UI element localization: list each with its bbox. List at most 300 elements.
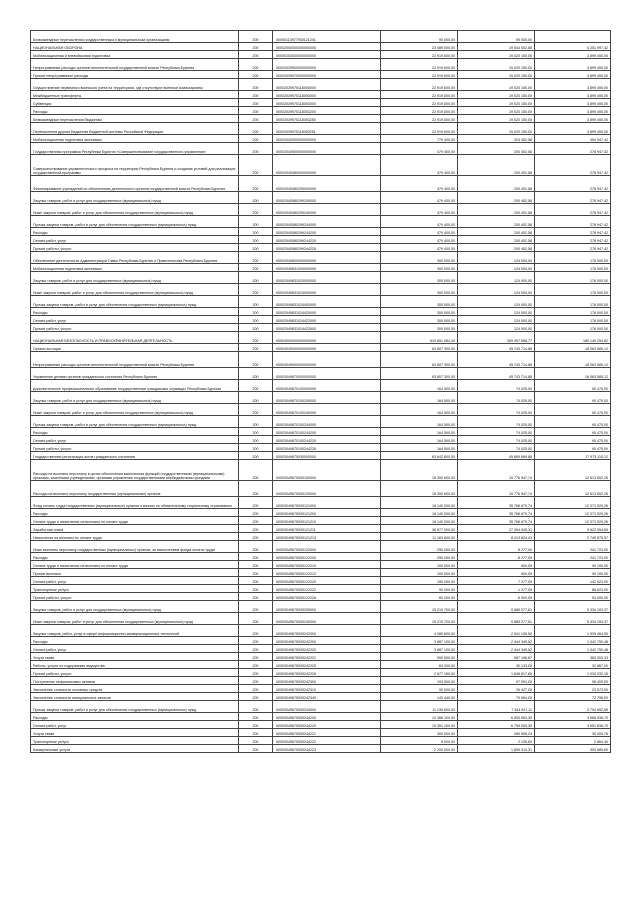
table-row — [31, 272, 611, 284]
row-name-cell: Финансирование учреждений по обеспечению деятельности органов государственной власти Республики Бурятия — [31, 176, 239, 192]
row-code-cell: 200 — [239, 613, 273, 625]
row-approved-cell: 250 000,00 — [381, 541, 458, 553]
row-executed-cell: 74 025,00 — [458, 380, 535, 392]
row-name-cell: Коммунальные услуги — [31, 745, 239, 753]
table-row — [31, 637, 611, 645]
row-executed-cell: 124 000,00 — [458, 272, 535, 284]
row-budget-code-cell: 00000203000000000000 — [273, 51, 381, 59]
table-row — [31, 404, 611, 416]
row-executed-cell: 7 377,00 — [458, 577, 535, 585]
row-executed-cell: 70 664,00 — [458, 693, 535, 701]
row-budget-code-cell: 00002039975118050000 — [273, 91, 381, 99]
table-row — [31, 561, 611, 569]
table-row — [31, 685, 611, 693]
row-executed-cell: 900,00 — [458, 569, 535, 577]
row-name-cell: Прочие выплаты — [31, 569, 239, 577]
row-name-cell: Субвенции — [31, 99, 239, 107]
table-row — [31, 99, 611, 107]
row-budget-code-cell: 00003049875930121000 — [273, 497, 381, 509]
row-code-cell: 200 — [239, 252, 273, 264]
row-budget-code-cell: 00003049875930242225 — [273, 661, 381, 669]
row-name-cell: Закупка товаров, работ и услуг для государственных (муниципальных) нужд — [31, 192, 239, 204]
row-approved-cell: 479 400,00 — [381, 143, 458, 155]
row-code-cell: 200 — [239, 625, 273, 637]
row-budget-code-cell: 00003049875930242220 — [273, 645, 381, 653]
table-row — [31, 416, 611, 428]
row-code-cell: 200 — [239, 645, 273, 653]
row-name-cell: Прочая закупка товаров, работ и услуг для обеспечения государственных (муниципальных) нужд — [31, 216, 239, 228]
table-row — [31, 525, 611, 533]
row-unexecuted-cell: 90 475,00 — [535, 416, 611, 428]
row-unexecuted-cell: 99 100,00 — [535, 569, 611, 577]
row-name-cell: Прочие работы, услуги — [31, 324, 239, 332]
row-unexecuted-cell: 3 899 450,00 — [535, 115, 611, 123]
row-unexecuted-cell: 90 475,00 — [535, 436, 611, 444]
row-name-cell: Транспортные услуги — [31, 585, 239, 593]
row-approved-cell: 10 366 100,00 — [381, 713, 458, 721]
row-approved-cell: 63 000,00 — [381, 661, 458, 669]
row-code-cell: 200 — [239, 244, 273, 252]
row-executed-cell: 8 277,00 — [458, 553, 535, 561]
row-name-cell: Оплата труда и начисления на выплаты по оплате труда — [31, 561, 239, 569]
row-approved-cell: 300 000,00 — [381, 316, 458, 324]
row-approved-cell: 90 000,00 — [381, 31, 458, 43]
row-code-cell: 200 — [239, 460, 273, 481]
row-approved-cell: 164 500,00 — [381, 380, 458, 392]
row-name-cell: Начисления на выплаты по оплате труда — [31, 533, 239, 541]
row-budget-code-cell: 00003049875930242200 — [273, 637, 381, 645]
row-executed-cell: 19 020 150,00 — [458, 107, 535, 115]
row-budget-code-cell: 00003049875930122222 — [273, 585, 381, 593]
row-name-cell: Оплата труда и начисления на выплаты по оплате труда — [31, 517, 239, 525]
table-row — [31, 192, 611, 204]
row-budget-code-cell: 00003049875930242340 — [273, 693, 381, 701]
row-unexecuted-cell: 180 140 254,82 — [535, 332, 611, 344]
table-row — [31, 428, 611, 436]
row-code-cell: 200 — [239, 204, 273, 216]
row-budget-code-cell: 00002040580299244000 — [273, 216, 381, 228]
row-budget-code-cell: 00003049875930121210 — [273, 517, 381, 525]
row-executed-cell: 2 444 349,52 — [458, 645, 535, 653]
row-unexecuted-cell: 90 475,00 — [535, 428, 611, 436]
row-name-cell: Услуги связи — [31, 653, 239, 661]
table-row — [31, 569, 611, 577]
row-unexecuted-cell: 241 723,00 — [535, 553, 611, 561]
row-executed-cell: 567 196,67 — [458, 653, 535, 661]
row-unexecuted-cell: 32 867,00 — [535, 661, 611, 669]
row-approved-cell: 950 500,00 — [381, 653, 458, 661]
row-unexecuted-cell: 3 899 450,00 — [535, 79, 611, 91]
row-approved-cell: 2 200 000,00 — [381, 745, 458, 753]
row-unexecuted-cell: 176 000,00 — [535, 296, 611, 308]
row-approved-cell: 100 000,00 — [381, 569, 458, 577]
row-name-cell: Закупка товаров, работ и услуг для государственных (муниципальных) нужд — [31, 392, 239, 404]
row-unexecuted-cell: 176 000,00 — [535, 316, 611, 324]
row-unexecuted-cell: 278 947,42 — [535, 216, 611, 228]
table-row — [31, 176, 611, 192]
row-name-cell: Прочие работы, услуги — [31, 669, 239, 677]
row-unexecuted-cell: 176 000,00 — [535, 264, 611, 272]
row-approved-cell: 779 400,00 — [381, 135, 458, 143]
row-name-cell: Иные закупки товаров, работ и услуг для обеспечения государственных (муниципальных) нужд — [31, 404, 239, 416]
row-budget-code-cell: 00002049831024422000 — [273, 316, 381, 324]
row-code-cell: 200 — [239, 721, 273, 729]
row-code-cell: 200 — [239, 497, 273, 509]
row-executed-cell: 6 799 263,30 — [458, 721, 535, 729]
row-code-cell: 200 — [239, 228, 273, 236]
row-name-cell: Прочие работы, услуги — [31, 244, 239, 252]
row-budget-code-cell: 00003049875930242300 — [273, 677, 381, 685]
row-executed-cell: 6 800 563,30 — [458, 713, 535, 721]
row-approved-cell: 18 390 600,00 — [381, 460, 458, 481]
row-budget-code-cell: 00003049875930244000 — [273, 701, 381, 713]
row-approved-cell: 164 500,00 — [381, 444, 458, 452]
row-unexecuted-cell: 90 475,00 — [535, 444, 611, 452]
row-name-cell: Закупка товаров, работ и услуг для государственных (муниципальных) нужд — [31, 601, 239, 613]
row-budget-code-cell: 00003049875930240000 — [273, 613, 381, 625]
table-row — [31, 204, 611, 216]
row-approved-cell: 22 919 600,00 — [381, 107, 458, 115]
row-approved-cell: 22 919 600,00 — [381, 99, 458, 107]
row-unexecuted-cell: 278 947,42 — [535, 143, 611, 155]
row-code-cell: 200 — [239, 685, 273, 693]
table-row — [31, 284, 611, 296]
row-code-cell: 200 — [239, 324, 273, 332]
row-executed-cell: 124 000,00 — [458, 308, 535, 316]
row-code-cell: 200 — [239, 272, 273, 284]
row-unexecuted-cell: 176 000,00 — [535, 252, 611, 264]
row-executed-cell: 2 444 349,52 — [458, 637, 535, 645]
row-executed-cell: 1 899 314,31 — [458, 745, 535, 753]
row-code-cell: 200 — [239, 344, 273, 352]
row-approved-cell: 11 139 600,00 — [381, 701, 458, 713]
table-row — [31, 460, 611, 481]
row-name-cell: Прочие непрограммные расходы — [31, 71, 239, 79]
row-budget-code-cell: 00002049831020000000 — [273, 272, 381, 284]
table-row — [31, 380, 611, 392]
table-row — [31, 143, 611, 155]
row-name-cell: Расходы — [31, 553, 239, 561]
row-executed-cell: 19 020 150,00 — [458, 79, 535, 91]
row-unexecuted-cell: 176 000,00 — [535, 308, 611, 316]
row-code-cell: 200 — [239, 236, 273, 244]
row-unexecuted-cell: 99 100,00 — [535, 561, 611, 569]
row-code-cell: 200 — [239, 737, 273, 745]
row-executed-cell: 9 885 077,61 — [458, 601, 535, 613]
row-budget-code-cell: 00002049831024420000 — [273, 308, 381, 316]
row-name-cell: Расходы — [31, 107, 239, 115]
row-budget-code-cell: 00002049831024422600 — [273, 324, 381, 332]
row-approved-cell: 479 400,00 — [381, 204, 458, 216]
row-budget-code-cell: 00003049875930121213 — [273, 533, 381, 541]
row-name-cell: Органы юстиции — [31, 344, 239, 352]
row-approved-cell: 22 919 600,00 — [381, 123, 458, 135]
row-executed-cell: 124 000,00 — [458, 296, 535, 308]
row-code-cell: 200 — [239, 541, 273, 553]
row-code-cell: 200 — [239, 653, 273, 661]
row-executed-cell: 124 000,00 — [458, 264, 535, 272]
row-code-cell: 200 — [239, 380, 273, 392]
row-executed-cell: 8 277,00 — [458, 541, 535, 553]
row-budget-code-cell: 00003000000000000000 — [273, 332, 381, 344]
row-code-cell: 200 — [239, 577, 273, 585]
row-executed-cell: 19 020 150,00 — [458, 51, 535, 59]
table-row — [31, 135, 611, 143]
budget-table-body — [31, 31, 611, 753]
row-budget-code-cell: 00003049875930120000 — [273, 481, 381, 497]
row-name-cell: Расходы на выплаты персоналу государственных (муниципальных) органов — [31, 481, 239, 497]
budget-report-sheet — [30, 30, 610, 753]
row-approved-cell: 63 807 300,00 — [381, 344, 458, 352]
row-executed-cell: 7 343 947,11 — [458, 701, 535, 713]
row-code-cell: 200 — [239, 135, 273, 143]
row-name-cell: Оплата работ, услуг — [31, 721, 239, 729]
table-row — [31, 509, 611, 517]
row-unexecuted-cell: 278 947,42 — [535, 192, 611, 204]
row-executed-cell: 74 025,00 — [458, 428, 535, 436]
row-code-cell: 200 — [239, 569, 273, 577]
row-executed-cell: 200 452,58 — [458, 155, 535, 176]
row-unexecuted-cell: 278 947,42 — [535, 236, 611, 244]
row-code-cell: 200 — [239, 79, 273, 91]
row-code-cell: 200 — [239, 392, 273, 404]
row-budget-code-cell: 00002039975118000000 — [273, 79, 381, 91]
row-budget-code-cell: 00002039975118053250 — [273, 115, 381, 123]
row-code-cell: 200 — [239, 444, 273, 452]
row-name-cell: Государственная программа Республики Бурятия «Совершенствование государственного управления» — [31, 143, 239, 155]
row-approved-cell: 3 887 100,00 — [381, 645, 458, 653]
row-budget-code-cell: 00003049875930244220 — [273, 721, 381, 729]
row-name-cell: Безвозмездные перечисления государственным и муниципальным организациям — [31, 31, 239, 43]
row-code-cell: 200 — [239, 533, 273, 541]
table-row — [31, 51, 611, 59]
row-approved-cell: 479 400,00 — [381, 244, 458, 252]
row-executed-cell: 45 743 714,88 — [458, 368, 535, 380]
row-name-cell: Совершенствование управленческого процесса на территории Республики Бурятия и создание условий для реализации государственной программы — [31, 155, 239, 176]
table-row — [31, 541, 611, 553]
row-budget-code-cell: 00003049875930242000 — [273, 625, 381, 637]
table-row — [31, 677, 611, 685]
row-name-cell: Услуги связи — [31, 729, 239, 737]
table-row — [31, 577, 611, 585]
row-unexecuted-cell: 176 000,00 — [535, 324, 611, 332]
row-executed-cell: 26 427,00 — [458, 685, 535, 693]
row-approved-cell: 164 500,00 — [381, 404, 458, 416]
row-approved-cell: 63 807 300,00 — [381, 352, 458, 368]
table-row — [31, 155, 611, 176]
row-executed-cell: 90 000,00 — [458, 31, 535, 43]
row-approved-cell: 90 000,00 — [381, 585, 458, 593]
row-budget-code-cell: 00003049870100240000 — [273, 404, 381, 416]
row-approved-cell: 22 919 600,00 — [381, 51, 458, 59]
row-unexecuted-cell: 12 613 652,26 — [535, 481, 611, 497]
row-unexecuted-cell: 18 063 585,12 — [535, 368, 611, 380]
row-code-cell: 200 — [239, 729, 273, 737]
table-row — [31, 296, 611, 308]
row-executed-cell: 19 544 002,58 — [458, 43, 535, 51]
row-approved-cell: 100 000,00 — [381, 561, 458, 569]
row-budget-code-cell: 00003040000000000000 — [273, 344, 381, 352]
row-approved-cell: 15 219 700,00 — [381, 613, 458, 625]
row-name-cell: Закупка товаров, работ, услуг в сфере информационно-коммуникационных технологий — [31, 625, 239, 637]
row-approved-cell: 479 400,00 — [381, 236, 458, 244]
row-unexecuted-cell: 12 371 929,26 — [535, 517, 611, 525]
row-code-cell: 200 — [239, 745, 273, 753]
row-approved-cell: 22 919 600,00 — [381, 79, 458, 91]
row-budget-code-cell: 00002039975118053000 — [273, 99, 381, 107]
row-name-cell: Мобилизационная подготовка экономики — [31, 135, 239, 143]
table-row — [31, 71, 611, 79]
table-row — [31, 745, 611, 753]
row-budget-code-cell: 00003049870100244226 — [273, 444, 381, 452]
row-code-cell: 200 — [239, 517, 273, 525]
row-unexecuted-cell: 241 723,00 — [535, 541, 611, 553]
row-budget-code-cell: 00003049875930122200 — [273, 553, 381, 561]
row-name-cell: Прочая закупка товаров, работ и услуг для обеспечения государственных (муниципальных) нужд — [31, 296, 239, 308]
row-approved-cell: 2 877 150,00 — [381, 669, 458, 677]
row-approved-cell: 164 500,00 — [381, 436, 458, 444]
row-name-cell: Оплата работ, услуг — [31, 577, 239, 585]
row-approved-cell: 11 163 600,00 — [381, 533, 458, 541]
row-executed-cell: 269 595,24 — [458, 729, 535, 737]
row-name-cell: Иные закупки товаров, работ и услуг для обеспечения государственных (муниципальных) нужд — [31, 613, 239, 625]
row-budget-code-cell: 00003049875930121211 — [273, 525, 381, 533]
row-executed-cell: 1 377,00 — [458, 585, 535, 593]
row-budget-code-cell: 00002049831000000000 — [273, 264, 381, 272]
row-name-cell: Расходы — [31, 228, 239, 236]
row-name-cell: Закупка товаров, работ и услуг для государственных (муниципальных) нужд — [31, 272, 239, 284]
row-name-cell: Оплата работ, услуг — [31, 436, 239, 444]
row-approved-cell: 5 000,00 — [381, 737, 458, 745]
row-approved-cell: 10 351 100,00 — [381, 721, 458, 729]
table-row — [31, 368, 611, 380]
row-executed-cell: 2 541 135,50 — [458, 625, 535, 637]
table-row — [31, 601, 611, 613]
row-executed-cell: 324 452,58 — [458, 135, 535, 143]
row-code-cell: 200 — [239, 51, 273, 59]
row-budget-code-cell: 00003049875930121200 — [273, 509, 381, 517]
row-executed-cell: 45 743 714,88 — [458, 344, 535, 352]
row-budget-code-cell: 00003049875930242310 — [273, 685, 381, 693]
row-name-cell: Прочая закупка товаров, работ и услуг для обеспечения государственных (муниципальных) нужд — [31, 416, 239, 428]
row-unexecuted-cell: 4 351 997,42 — [535, 43, 611, 51]
table-row — [31, 497, 611, 509]
row-budget-code-cell: 00002040000000000000 — [273, 135, 381, 143]
row-code-cell: 200 — [239, 123, 273, 135]
row-code-cell: 200 — [239, 264, 273, 272]
row-code-cell: 200 — [239, 509, 273, 517]
row-budget-code-cell: 00002049831024000000 — [273, 284, 381, 296]
row-executed-cell: 19 020 150,00 — [458, 123, 535, 135]
row-budget-code-cell: 00003049870100200000 — [273, 392, 381, 404]
row-code-cell: 200 — [239, 176, 273, 192]
row-code-cell: 200 — [239, 99, 273, 107]
row-budget-code-cell: 00003049875930200000 — [273, 601, 381, 613]
row-executed-cell: 9 885 077,61 — [458, 613, 535, 625]
row-executed-cell: 900,00 — [458, 561, 535, 569]
row-unexecuted-cell: 18 063 585,12 — [535, 344, 611, 352]
table-row — [31, 721, 611, 729]
row-budget-code-cell: 00002040500000000000 — [273, 143, 381, 155]
row-executed-cell: 124 000,00 — [458, 252, 535, 264]
table-row — [31, 481, 611, 497]
row-budget-code-cell: 00003049870100244220 — [273, 436, 381, 444]
row-executed-cell: 15 776 947,74 — [458, 460, 535, 481]
row-executed-cell: 200 452,58 — [458, 216, 535, 228]
table-row — [31, 729, 611, 737]
table-row — [31, 392, 611, 404]
row-code-cell: 200 — [239, 332, 273, 344]
row-approved-cell: 193 500,00 — [381, 677, 458, 685]
row-code-cell: 200 — [239, 713, 273, 721]
row-approved-cell: 164 500,00 — [381, 416, 458, 428]
row-code-cell: 200 — [239, 59, 273, 71]
row-approved-cell: 143 440,00 — [381, 693, 458, 701]
table-row — [31, 625, 611, 637]
row-unexecuted-cell: 3 899 450,00 — [535, 107, 611, 115]
row-code-cell: 200 — [239, 452, 273, 460]
row-code-cell: 200 — [239, 43, 273, 51]
table-row — [31, 308, 611, 316]
table-row — [31, 31, 611, 43]
table-row — [31, 669, 611, 677]
table-row — [31, 613, 611, 625]
row-budget-code-cell: 00002000000000000000 — [273, 43, 381, 51]
table-row — [31, 517, 611, 525]
row-executed-cell: 1 846 817,85 — [458, 669, 535, 677]
row-unexecuted-cell: 18 063 585,12 — [535, 352, 611, 368]
row-unexecuted-cell: 3 899 450,00 — [535, 99, 611, 107]
row-executed-cell: 6 000,00 — [458, 593, 535, 601]
row-approved-cell: 300 000,00 — [381, 296, 458, 308]
row-name-cell: Управление делами органов гражданского состояния Республики Бурятия — [31, 368, 239, 380]
row-name-cell: Непрограммные расходы органов исполнительной государственной власти Республики Бурятия — [31, 352, 239, 368]
row-code-cell: 200 — [239, 416, 273, 428]
row-approved-cell: 300 000,00 — [381, 252, 458, 264]
table-row — [31, 107, 611, 115]
table-row — [31, 693, 611, 701]
row-unexecuted-cell: 3 551 836,70 — [535, 721, 611, 729]
row-unexecuted-cell: 3 794 652,89 — [535, 701, 611, 713]
table-row — [31, 43, 611, 51]
row-executed-cell: 19 020 150,00 — [458, 59, 535, 71]
row-approved-cell: 15 219 700,00 — [381, 601, 458, 613]
row-executed-cell: 35 768 670,74 — [458, 517, 535, 525]
row-budget-code-cell: 00002040580000000000 — [273, 155, 381, 176]
row-code-cell: 200 — [239, 593, 273, 601]
row-executed-cell: 35 768 670,74 — [458, 497, 535, 509]
row-executed-cell: 200 452,58 — [458, 176, 535, 192]
row-code-cell: 200 — [239, 661, 273, 669]
table-row — [31, 236, 611, 244]
row-name-cell: Расходы — [31, 509, 239, 517]
row-unexecuted-cell: 2 749 875,57 — [535, 533, 611, 541]
table-row — [31, 59, 611, 71]
row-budget-code-cell: 00000113977930121241 — [273, 31, 381, 43]
row-budget-code-cell: 00003049875930122212 — [273, 569, 381, 577]
row-budget-code-cell: 00002040580299244220 — [273, 236, 381, 244]
row-name-cell: Мобилизационная подготовка экономики — [31, 264, 239, 272]
row-executed-cell: 19 020 150,00 — [458, 115, 535, 123]
row-unexecuted-cell: 5 334 193,37 — [535, 613, 611, 625]
row-budget-code-cell: 00002039975118053251 — [273, 123, 381, 135]
row-code-cell: 200 — [239, 693, 273, 701]
table-row — [31, 593, 611, 601]
row-name-cell: Оплата работ, услуг — [31, 316, 239, 324]
row-unexecuted-cell: 1 442 750,48 — [535, 645, 611, 653]
row-executed-cell: 27 354 945,31 — [458, 525, 535, 533]
row-budget-code-cell: 00003049875930244200 — [273, 713, 381, 721]
